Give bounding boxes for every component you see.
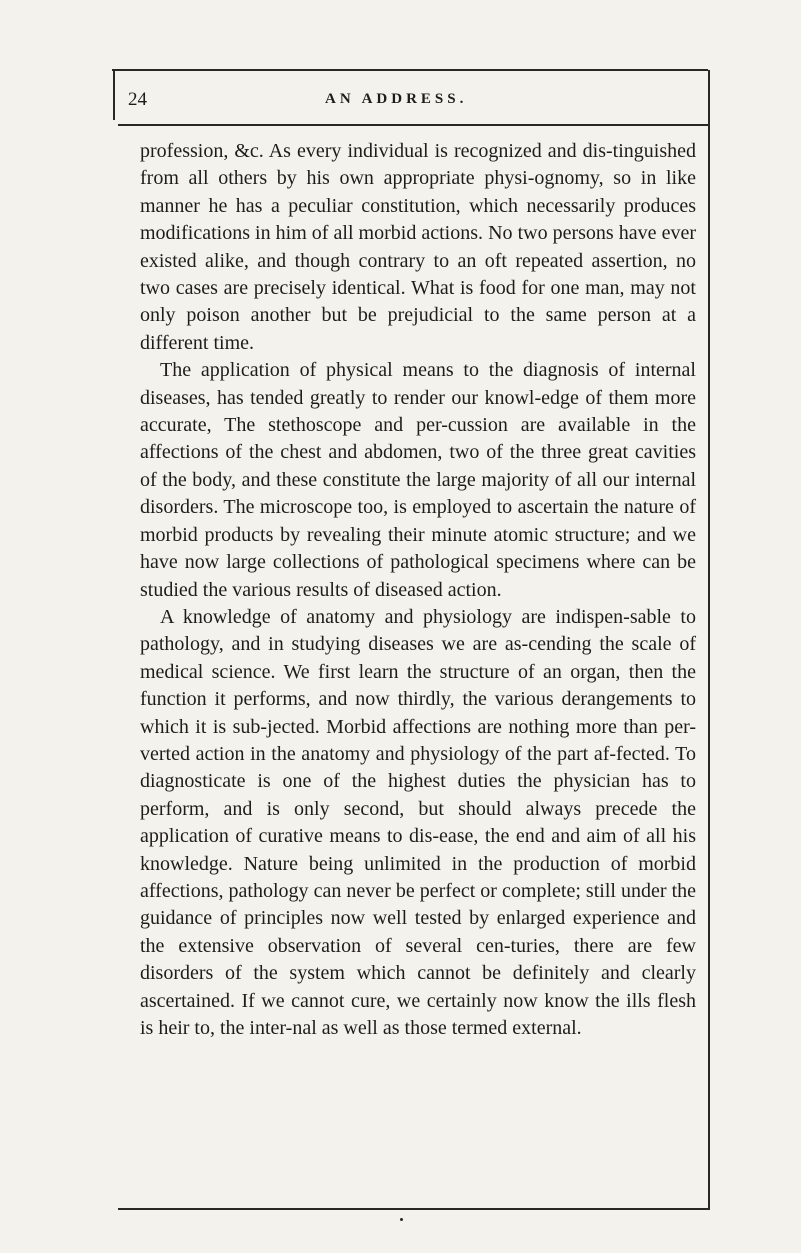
running-head: AN ADDRESS. xyxy=(325,91,468,107)
bottom-border-rule xyxy=(118,1208,710,1210)
page-number: 24 xyxy=(128,89,147,110)
paragraph-2: The application of physical means to the diagnosis of internal diseases, has tended greatly to render our knowl-edge of them more accurate, The stethoscope and per-cussion are available in the affections of the chest and abdomen, two of the three great cavities of the body, and these constitute the large majority of all our internal disorders. The microscope too, is employed to ascertain the nature of morbid products by revealing their minute atomic structure; and we have now large collections of pathological specimens where can be studied the various results of diseased action. xyxy=(140,359,696,601)
body-text xyxy=(140,138,696,1042)
header-rule xyxy=(118,124,708,126)
page-header xyxy=(0,89,801,111)
top-border-rule xyxy=(112,69,708,71)
right-border-line xyxy=(708,70,710,1210)
paragraph-3: A knowledge of anatomy and physiology are indispen-sable to pathology, and in studying diseases we are as-cending the scale of medical science. We first learn the structure of an organ, then the function it performs, and now thirdly, the various derangements to which it is sub-jected. Morbid affections are nothing more than per-verted action in the anatomy and physiology of the part af-fected. To diagnosticate is one of the highest duties the physician has to perform, and is only second, but should always precede the application of curative means to dis-ease, the end and aim of all his knowledge. Nature being unlimited in the production of morbid affections, pathology can never be perfect or complete; still under the guidance of principles now well tested by enlarged experience and the extensive observation of several cen-turies, there are few disorders of the system which cannot be definitely and clearly ascertained. If we cannot cure, we certainly now know the ills flesh is heir to, the inter-nal as well as those termed external. xyxy=(140,605,696,1039)
paragraph-1: profession, &c. As every individual is recognized and dis-tinguished from all others by his own appropriate physi-ognomy, so in like manner he has a peculiar constitution, which necessarily produces modifications in him of all morbid actions. No two persons have ever existed alike, and though contrary to an oft repeated assertion, no two cases are precisely identical. What is food for one man, may not only poison another but be prejudicial to the same person at a different time. xyxy=(140,140,696,354)
printer-mark xyxy=(400,1218,403,1221)
